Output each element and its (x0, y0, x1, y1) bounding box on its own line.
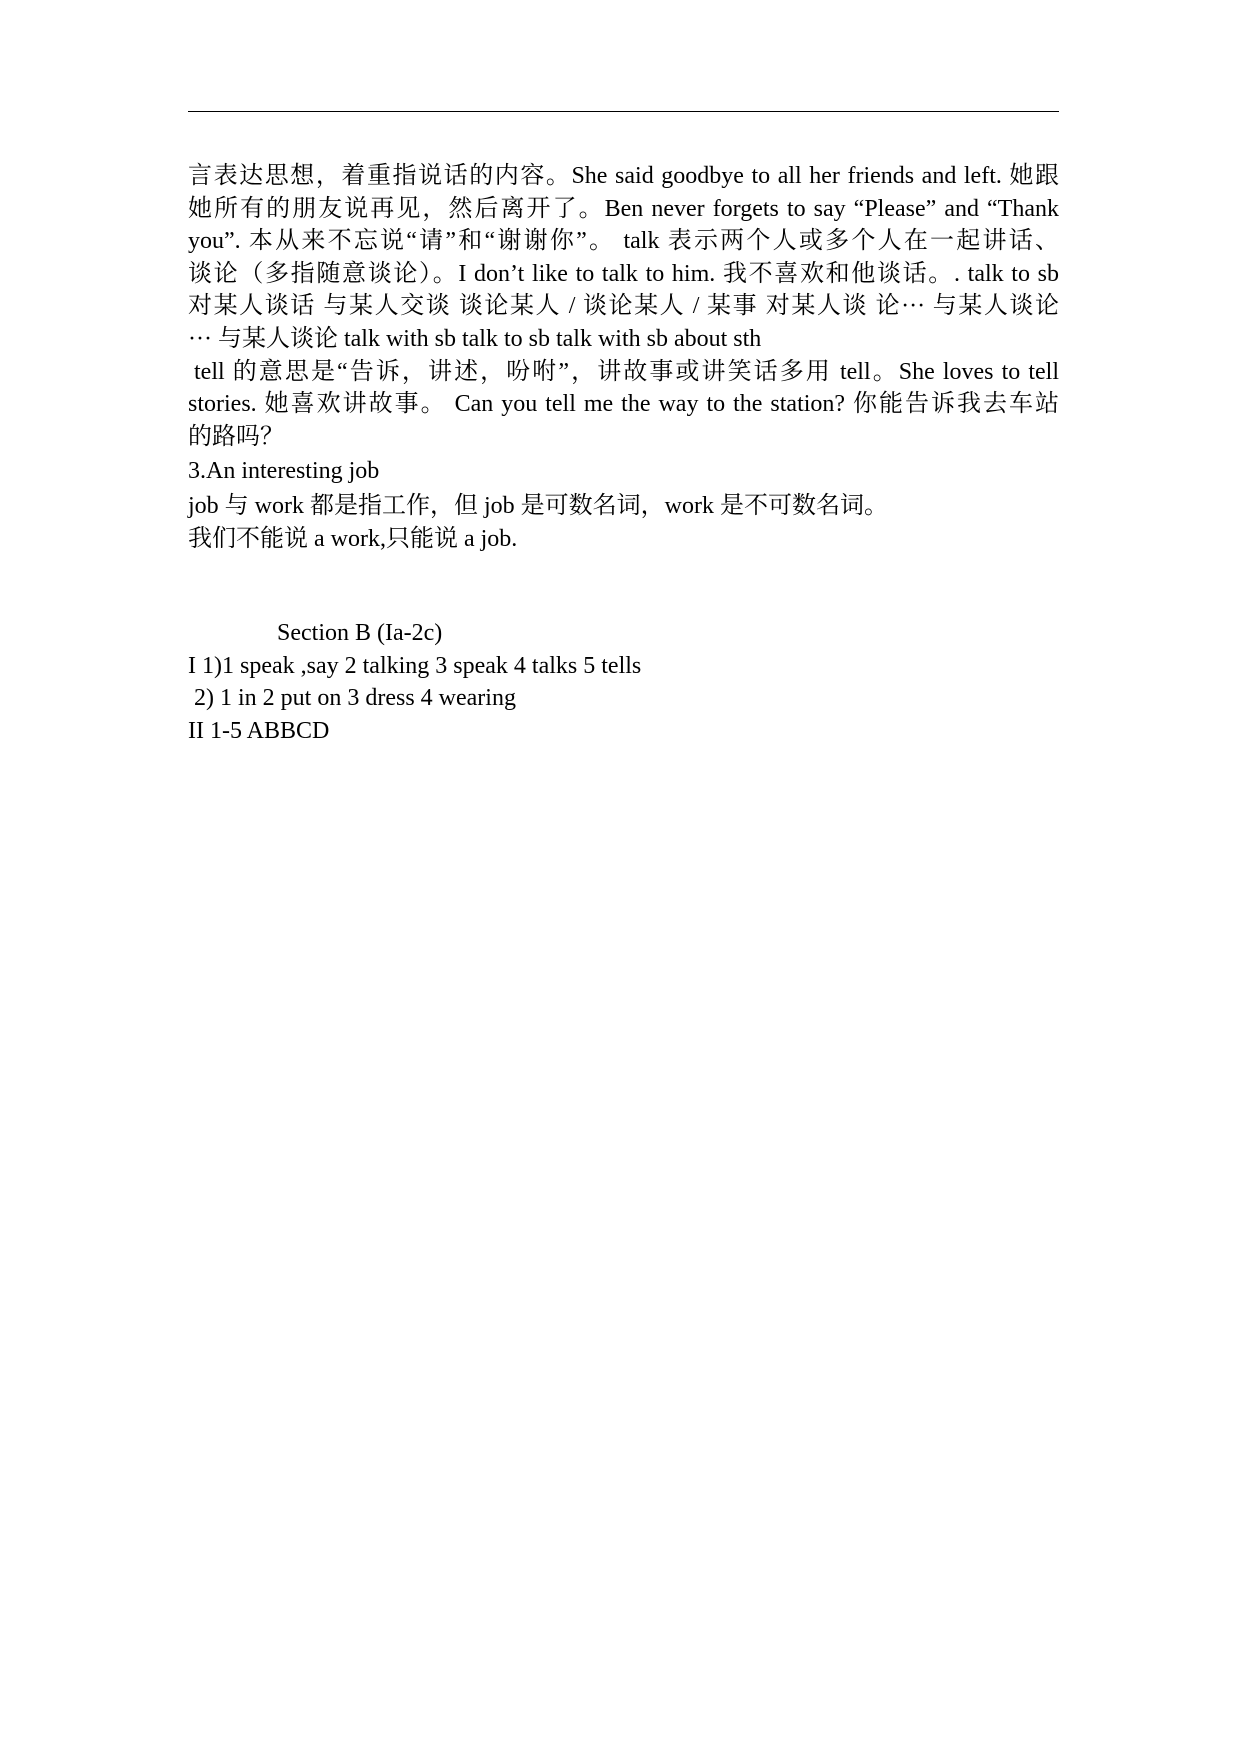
answer-section (188, 617, 1059, 747)
paragraph-line: ··· 与某人谈论 talk with sb talk to sb talk with sb about sth (188, 325, 762, 352)
paragraph-line: stories. 她喜欢讲故事。 Can you tell me the way to the station? 你能告诉我去车站 (188, 391, 1059, 418)
paragraph-line: job 与 work 都是指工作，但 job 是可数名词，work 是不可数名词。 (188, 492, 888, 519)
header-rule (188, 111, 1059, 112)
answer-line: I 1)1 speak ,say 2 talking 3 speak 4 talks 5 tells (188, 652, 642, 679)
paragraph-line: 谈论（多指随意谈论）。I don’t like to talk to him. 我不喜欢和他谈话。. talk to sb (188, 260, 1059, 287)
answer-line: II 1-5 ABBCD (188, 717, 330, 744)
answer-line: 2) 1 in 2 put on 3 dress 4 wearing (188, 685, 516, 712)
paragraph-line: tell 的意思是“告诉，讲述，吩咐”，讲故事或讲笑话多用 tell。She loves to tell (194, 358, 1059, 385)
paragraph-line: you”. 本从来不忘说“请”和“谢谢你”。 talk 表示两个人或多个人在一起讲话、 (188, 228, 1059, 255)
paragraph-line: 的路吗？ (188, 423, 284, 450)
paragraph-line: 对某人谈话 与某人交谈 谈论某人 / 谈论某人 / 某事 对某人谈 论··· 与某人谈论 (188, 293, 1059, 320)
body-text (188, 160, 1059, 555)
paragraph-line: 她所有的朋友说再见，然后离开了。Ben never forgets to say “Please” and “Thank (188, 195, 1059, 222)
paragraph-line: 言表达思想，着重指说话的内容。She said goodbye to all her friends and left. 她跟 (188, 163, 1059, 189)
section-title: Section B (Ia-2c) (277, 620, 443, 646)
paragraph-line: 我们不能说 a work,只能说 a job. (188, 525, 518, 552)
subheading: 3.An interesting job (188, 458, 380, 485)
